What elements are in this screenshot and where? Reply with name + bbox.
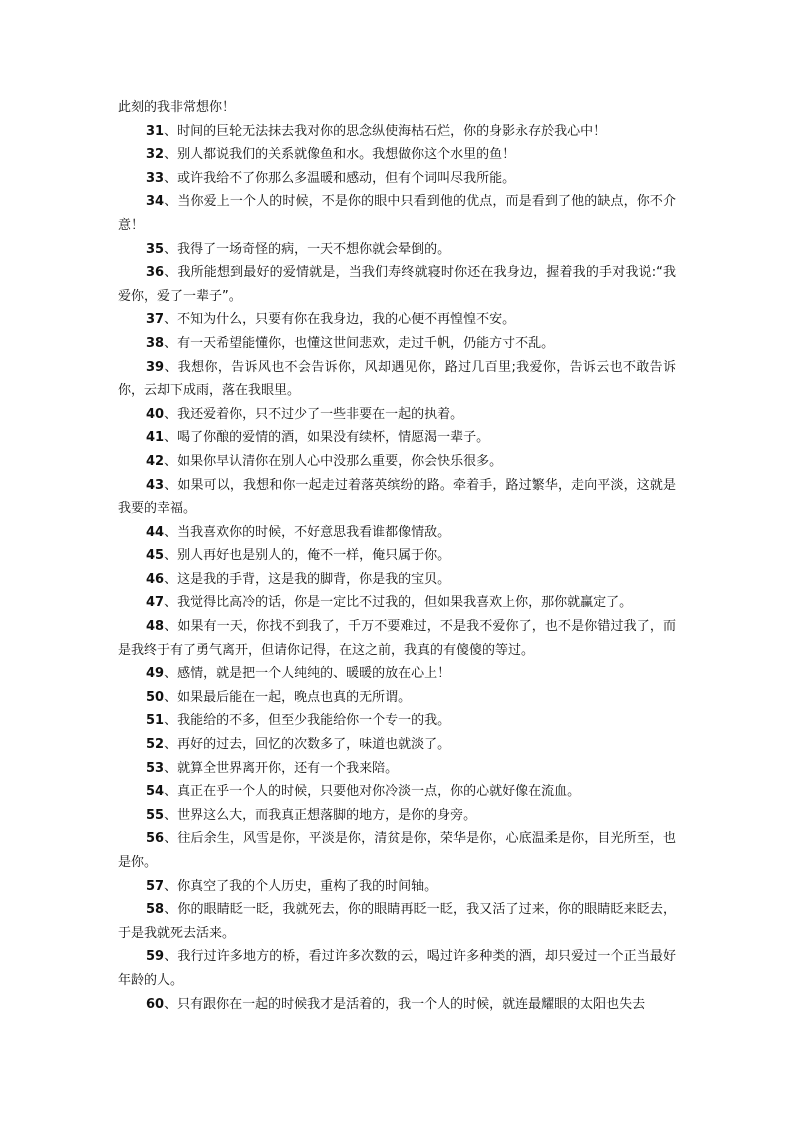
list-item [118, 544, 676, 568]
list-item [118, 332, 676, 356]
item-text: 、当你爱上一个人的时候，不是你的眼中只看到他的优点，而是看到了他的缺点，你不介意！ [118, 194, 676, 233]
item-number: 59 [146, 949, 165, 965]
item-text: 、再好的过去，回忆的次数多了，味道也就淡了。 [164, 737, 451, 753]
item-number: 60 [146, 996, 165, 1012]
list-item [118, 662, 676, 686]
item-text: 、别人再好也是别人的，俺不一样，俺只属于你。 [164, 548, 451, 564]
list-item [118, 709, 676, 733]
item-number: 53 [146, 760, 165, 776]
item-number: 36 [146, 265, 165, 281]
list-item [118, 238, 676, 262]
item-text: 、真正在乎一个人的时候，只要他对你冷淡一点，你的心就好像在流血。 [164, 784, 581, 800]
item-number: 39 [146, 359, 165, 375]
item-number: 57 [146, 878, 165, 894]
item-number: 55 [146, 807, 165, 823]
item-text: 、只有跟你在一起的时候我才是活着的，我一个人的时候，就连最耀眼的太阳也失去 [164, 996, 646, 1012]
item-number: 40 [146, 406, 165, 422]
list-item [118, 875, 676, 899]
item-number: 47 [146, 595, 165, 611]
item-text: 、你真空了我的个人历史，重构了我的时间轴。 [164, 878, 438, 894]
list-item [118, 474, 676, 521]
list-item [118, 757, 676, 781]
item-text: 、喝了你酿的爱情的酒，如果没有续杯，情愿渴一辈子。 [164, 430, 490, 446]
item-text: 、如果有一天，你找不到我了，千万不要难过，不是我不爱你了，也不是你错过我了，而是我终于有了勇气离开，但请你记得，在这之前，我真的有傻傻的等过。 [118, 619, 676, 658]
item-number: 42 [146, 453, 165, 469]
item-number: 45 [146, 548, 165, 564]
list-item [118, 686, 676, 710]
item-text: 、如果可以，我想和你一起走过着落英缤纷的路。牵着手，路过繁华，走向平淡，这就是我要的幸福。 [118, 477, 676, 517]
item-text: 、世界这么大，而我真正想落脚的地方，是你的身旁。 [164, 807, 477, 823]
item-number: 51 [146, 713, 165, 729]
item-text: 、往后余生，风雪是你，平淡是你，清贫是你，荣华是你，心底温柔是你，目光所至，也是你。 [118, 831, 676, 870]
item-number: 44 [146, 524, 165, 540]
item-number: 34 [146, 194, 165, 210]
item-text: 、你的眼睛眨一眨，我就死去，你的眼睛再眨一眨，我又活了过来，你的眼睛眨来眨去，于是我就死去活来。 [118, 902, 676, 941]
item-text: 、或许我给不了你那么多温暖和感动，但有个词叫尽我所能。 [164, 170, 516, 186]
item-text: 、感情，就是把一个人纯纯的、暖暖的放在心上！ [164, 666, 451, 682]
list-item [118, 356, 676, 403]
item-text: 、我行过许多地方的桥，看过许多次数的云，喝过许多种类的酒，却只爱过一个正当最好年龄的人。 [118, 949, 676, 988]
item-number: 35 [146, 241, 165, 257]
item-text: 、我所能想到最好的爱情就是，当我们寿终就寝时你还在我身边，握着我的手对我说:“我爱你，爱了一辈子”。 [118, 265, 676, 304]
item-text: 、我能给的不多，但至少我能给你一个专一的我。 [164, 713, 451, 729]
list-item [118, 120, 676, 144]
item-number: 38 [146, 335, 165, 351]
document-page [118, 96, 676, 1016]
list-item [118, 521, 676, 545]
item-text: 、我得了一场奇怪的病，一天不想你就会晕倒的。 [164, 241, 451, 257]
item-text: 、我还爱着你，只不过少了一些非要在一起的执着。 [164, 406, 464, 422]
list-item [118, 804, 676, 828]
list-item [118, 308, 676, 332]
item-number: 46 [146, 571, 165, 587]
list-item [118, 426, 676, 450]
quote-list [118, 120, 676, 1017]
item-number: 41 [146, 430, 165, 446]
item-text: 、有一天希望能懂你，也懂这世间悲欢，走过千帆，仍能方寸不乱。 [164, 335, 555, 351]
item-text: 、我觉得比高冷的话，你是一定比不过我的，但如果我喜欢上你，那你就赢定了。 [164, 595, 633, 611]
item-text: 、如果你早认清你在别人心中没那么重要，你会快乐很多。 [164, 453, 503, 469]
item-number: 31 [146, 123, 165, 139]
item-text: 、我想你，告诉风也不会告诉你，风却遇见你，路过几百里;我爱你，告诉云也不敢告诉你，云却下成雨，落在我眼里。 [118, 359, 676, 399]
item-text: 、当我喜欢你的时候，不好意思我看谁都像情敌。 [164, 524, 451, 540]
list-item [118, 615, 676, 662]
item-text: 、如果最后能在一起，晚点也真的无所谓。 [164, 689, 412, 705]
list-item [118, 568, 676, 592]
item-number: 32 [146, 147, 165, 163]
item-text: 、不知为什么，只要有你在我身边，我的心便不再惶惶不安。 [164, 312, 516, 328]
list-item [118, 827, 676, 874]
item-number: 54 [146, 784, 165, 800]
list-item [118, 450, 676, 474]
item-text: 、就算全世界离开你，还有一个我来陪。 [164, 760, 399, 776]
list-item [118, 733, 676, 757]
list-item [118, 190, 676, 237]
lead-line: 此刻的我非常想你！ [118, 100, 236, 115]
list-item [118, 261, 676, 308]
item-number: 56 [146, 831, 165, 847]
item-text: 、别人都说我们的关系就像鱼和水。我想做你这个水里的鱼！ [164, 147, 516, 163]
list-item [118, 167, 676, 191]
list-item [118, 780, 676, 804]
list-item [118, 945, 676, 992]
item-number: 48 [146, 619, 165, 635]
item-text: 、这是我的手背，这是我的脚背，你是我的宝贝。 [164, 571, 451, 587]
list-item [118, 898, 676, 945]
item-text: 、时间的巨轮无法抹去我对你的思念纵使海枯石烂，你的身影永存於我心中！ [164, 123, 607, 139]
item-number: 37 [146, 312, 165, 328]
item-number: 49 [146, 666, 165, 682]
list-item [118, 143, 676, 167]
item-number: 58 [146, 902, 165, 918]
item-number: 50 [146, 689, 165, 705]
item-number: 52 [146, 737, 165, 753]
list-item [118, 403, 676, 427]
item-number: 33 [146, 170, 165, 186]
list-item [118, 591, 676, 615]
list-item [118, 993, 676, 1017]
item-number: 43 [146, 477, 165, 493]
